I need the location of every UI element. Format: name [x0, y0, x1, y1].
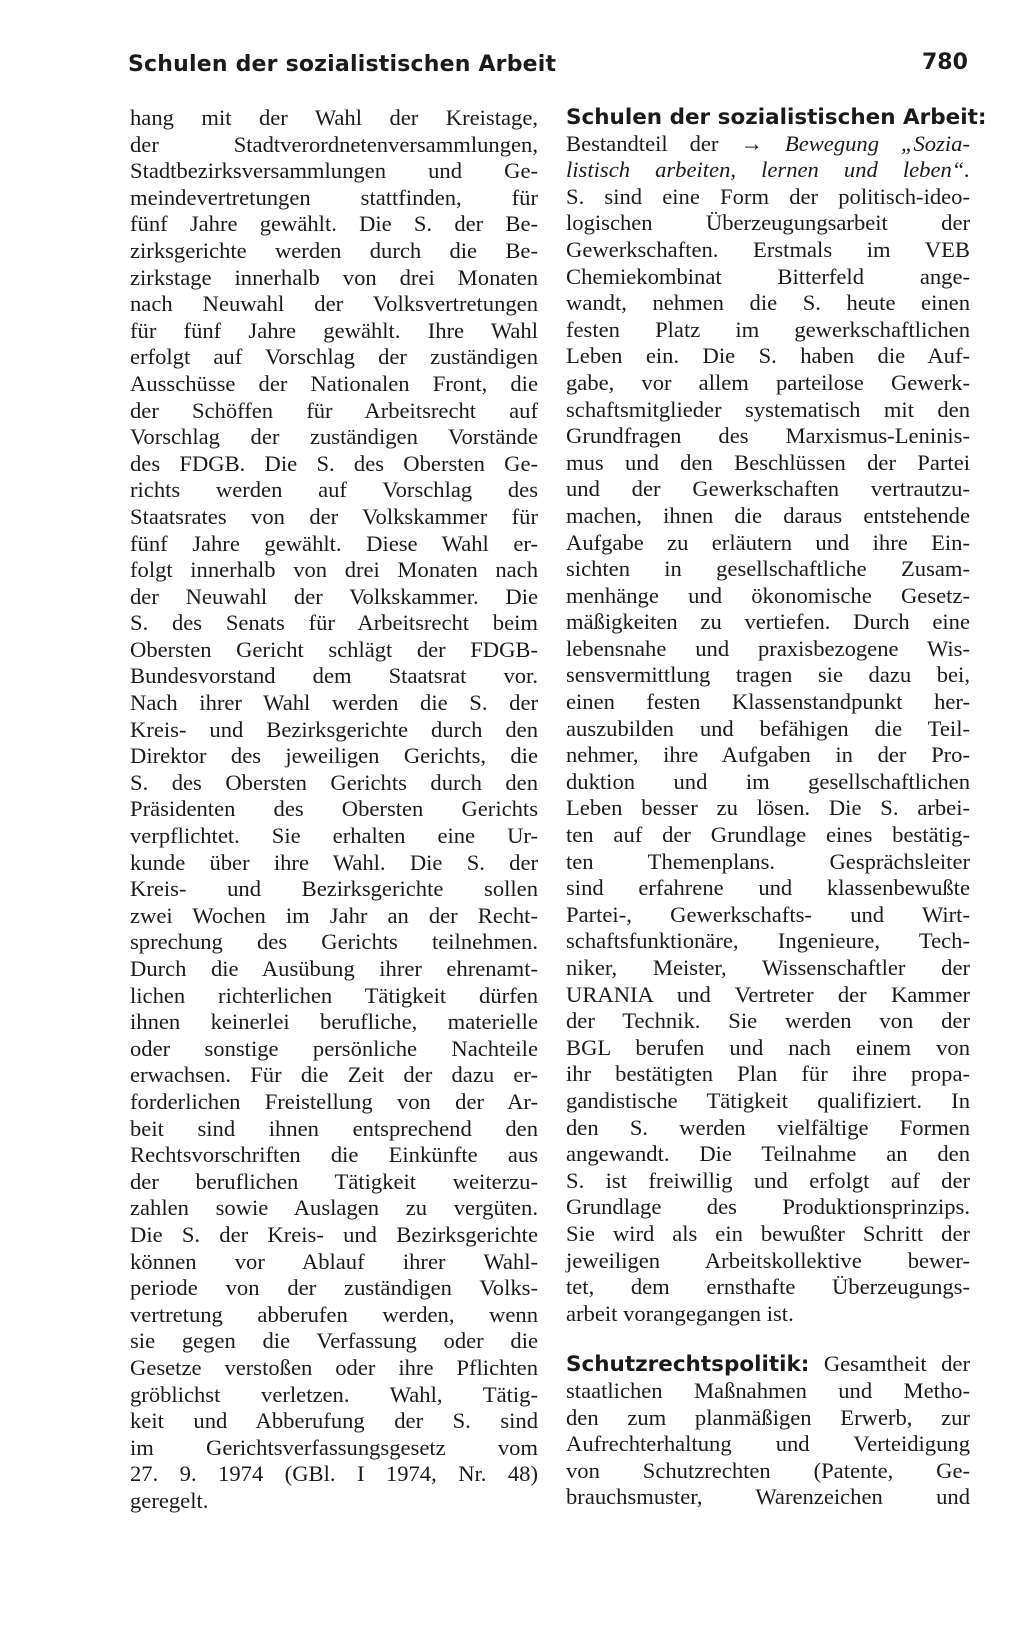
text-line: nehmer, ihre Aufgaben in der Pro- [566, 742, 970, 768]
text-line: nach Neuwahl der Volksvertretungen [130, 291, 538, 317]
text-line: zwei Wochen im Jahr an der Recht- [130, 902, 538, 928]
text-line: der beruflichen Tätigkeit weiterzu- [130, 1168, 538, 1194]
text-line: menhänge und ökonomische Gesetz- [566, 582, 970, 608]
text-line: sprechung des Gerichts teilnehmen. [130, 929, 538, 955]
text-line: Partei-, Gewerkschafts- und Wirt- [566, 901, 970, 927]
text-line: Die S. der Kreis- und Bezirksgerichte [130, 1221, 538, 1247]
text-line: ten Themenplans. Gesprächsleiter [566, 848, 970, 874]
text-line: Obersten Gericht schlägt der FDGB- [130, 636, 538, 662]
text-line: erwachsen. Für die Zeit der dazu er- [130, 1062, 538, 1088]
text-line: S. sind eine Form der politisch-ideo- [566, 183, 970, 209]
text-line: Bundesvorstand dem Staatsrat vor. [130, 663, 538, 689]
text-line: Bestandteil der → Bewegung „Sozia- [566, 130, 970, 156]
text-line: der Neuwahl der Volkskammer. Die [130, 583, 538, 609]
text-line: und der Gewerkschaften vertrautzu- [566, 476, 970, 502]
text-line: geregelt. [130, 1487, 209, 1513]
text-line: hang mit der Wahl der Kreistage, [130, 105, 538, 130]
cross-reference: Bewegung „Sozia- [784, 130, 970, 156]
text-line: sie gegen die Verfassung oder die [130, 1328, 538, 1354]
text-line: zirkstage innerhalb von drei Monaten [130, 264, 538, 290]
text-line: der Technik. Sie werden von der [566, 1008, 970, 1034]
text-line: brauchsmuster, Warenzeichen und [566, 1484, 970, 1510]
text-line: tet, dem ernsthafte Überzeugungs- [566, 1274, 970, 1300]
entry-headword-line [566, 104, 987, 131]
running-head: Schulen der sozialistischen Arbeit [128, 52, 557, 77]
text-line: Schutzrechtspolitik: Gesamtheit der [566, 1351, 970, 1378]
entry-headword: Schutzrechtspolitik: [566, 1352, 810, 1378]
text-line: festen Platz im gewerkschaftlichen [566, 316, 970, 342]
entry-body [566, 1378, 970, 1511]
text-line: der Stadtverordnetenversammlungen, [130, 131, 538, 157]
text-line: Sie wird als ein bewußter Schritt der [566, 1220, 970, 1246]
text-line: sensvermittlung tragen sie dazu bei, [566, 662, 970, 688]
text-line: den S. werden vielfältige Formen [566, 1114, 970, 1140]
page-number: 780 [922, 50, 968, 75]
text-line: Aufrechterhaltung und Verteidigung [566, 1431, 970, 1457]
text-line: mäßigkeiten zu vertiefen. Durch eine [566, 609, 970, 635]
text-line: keit und Abberufung der S. sind [130, 1408, 538, 1434]
text-line: fünf Jahre gewählt. Die S. der Be- [130, 211, 538, 237]
entry-schulen-der-sozialistischen-arbeit [566, 104, 987, 1327]
text-line: ihnen keinerlei berufliche, materielle [130, 1009, 538, 1035]
text-line: angewandt. Die Teilnahme an den [566, 1141, 970, 1167]
text-line: gröblichst verletzen. Wahl, Tätig- [130, 1381, 538, 1407]
text-line: sichten in gesellschaftliche Zusam- [566, 556, 970, 582]
text-line: vertretung abberufen werden, wenn [130, 1301, 538, 1327]
text-line: S. des Senats für Arbeitsrecht beim [130, 610, 538, 636]
text-line: gandistische Tätigkeit qualifiziert. In [566, 1087, 970, 1113]
text-line: ten auf der Grundlage eines bestätig- [566, 822, 970, 848]
text-line: den zum planmäßigen Erwerb, zur [566, 1404, 970, 1430]
text-line: URANIA und Vertreter der Kammer [566, 981, 970, 1007]
text-line: duktion und im gesellschaftlichen [566, 768, 970, 794]
text-line: jeweiligen Arbeitskollektive bewer- [566, 1247, 970, 1273]
text-line: lebensnahe und praxisbezogene Wis- [566, 635, 970, 661]
text-line: Gewerkschaften. Erstmals im VEB [566, 236, 970, 262]
text-line: machen, ihnen die daraus entstehende [566, 502, 970, 528]
text-line: lichen richterlichen Tätigkeit dürfen [130, 982, 538, 1008]
text-line: Leben besser zu lösen. Die S. arbei- [566, 795, 970, 821]
right-column [566, 104, 987, 1511]
text-line: kunde über ihre Wahl. Die S. der [130, 849, 538, 875]
text-line: für fünf Jahre gewählt. Ihre Wahl [130, 317, 538, 343]
text-line: der Schöffen für Arbeitsrecht auf [130, 397, 538, 423]
text-line: zahlen sowie Auslagen zu vergüten. [130, 1195, 538, 1221]
text-line: verpflichtet. Sie erhalten eine Ur- [130, 823, 538, 849]
text-line: BGL berufen und nach einem von [566, 1034, 970, 1060]
text-line: S. des Obersten Gerichts durch den [130, 769, 538, 795]
text-line: schaftsfunktionäre, Ingenieure, Tech- [566, 928, 970, 954]
text-line: können vor Ablauf ihrer Wahl- [130, 1248, 538, 1274]
text-line: Chemiekombinat Bitterfeld ange- [566, 263, 970, 289]
text-line: wandt, nehmen die S. heute einen [566, 290, 970, 316]
text-line: meindevertretungen stattfinden, für [130, 184, 538, 210]
text-line: folgt innerhalb von drei Monaten nach [130, 557, 538, 583]
text-line: Grundlage des Produktionsprinzips. [566, 1194, 970, 1220]
text-line: Stadtbezirksversammlungen und Ge- [130, 158, 538, 184]
text-line: Gesetze verstoßen oder ihre Pflichten [130, 1354, 538, 1380]
text-line: Kreis- und Bezirksgerichte durch den [130, 716, 538, 742]
text-line: schaftsmitglieder systematisch mit den [566, 396, 970, 422]
text-line: Leben ein. Die S. haben die Auf- [566, 343, 970, 369]
text-line: Aufgabe zu erläutern und ihre Ein- [566, 529, 970, 555]
text-line: forderlichen Freistellung von der Ar- [130, 1088, 538, 1114]
text-line: Staatsrates von der Volkskammer für [130, 503, 538, 529]
text-line: richts werden auf Vorschlag des [130, 477, 538, 503]
text-line: arbeit vorangegangen ist. [566, 1300, 794, 1326]
text-line: Durch die Ausübung ihrer ehrenamt- [130, 956, 538, 981]
entry-headword: Schulen der sozialistischen Arbeit: [566, 105, 987, 130]
text-line: periode von der zuständigen Volks- [130, 1275, 538, 1301]
text-line: Grundfragen des Marxismus-Leninis- [566, 423, 970, 449]
text-line: von Schutzrechten (Patente, Ge- [566, 1457, 970, 1483]
text-line: oder sonstige persönliche Nachteile [130, 1035, 538, 1061]
text-line: Kreis- und Bezirksgerichte sollen [130, 876, 538, 902]
text-line: fünf Jahre gewählt. Diese Wahl er- [130, 530, 538, 556]
text-line: sind erfahrene und klassenbewußte [566, 875, 970, 901]
text-line: Präsidenten des Obersten Gerichts [130, 796, 538, 822]
entry-schutzrechtspolitik [566, 1351, 970, 1511]
text-line: S. ist freiwillig und erfolgt auf der [566, 1167, 970, 1193]
text-line: 27. 9. 1974 (GBl. I 1974, Nr. 48) [130, 1461, 538, 1487]
cross-reference-continued: listisch arbeiten, lernen und leben“. [566, 157, 970, 183]
text-line: staatlichen Maßnahmen und Metho- [566, 1377, 970, 1403]
text-line: erfolgt auf Vorschlag der zuständigen [130, 344, 538, 370]
text-line: Rechtsvorschriften die Einkünfte aus [130, 1142, 538, 1168]
text-line: Vorschlag der zuständigen Vorstände [130, 424, 538, 450]
text-line: zirksgerichte werden durch die Be- [130, 237, 538, 263]
text-line: niker, Meister, Wissenschaftler der [566, 955, 970, 980]
text-line: mus und den Beschlüssen der Partei [566, 449, 970, 475]
text-line: Ausschüsse der Nationalen Front, die [130, 370, 538, 396]
text-line: ihr bestätigten Plan für ihre propa- [566, 1061, 970, 1087]
text-line: beit sind ihnen entsprechend den [130, 1115, 538, 1141]
left-column [130, 105, 538, 1514]
text-line: auszubilden und befähigen die Teil- [566, 715, 970, 741]
text-line: einen festen Klassenstandpunkt her- [566, 689, 970, 715]
text-line: Direktor des jeweiligen Gerichts, die [130, 743, 538, 769]
text-line: logischen Überzeugungsarbeit der [566, 210, 970, 236]
text-line: des FDGB. Die S. des Obersten Ge- [130, 450, 538, 476]
text-line: Nach ihrer Wahl werden die S. der [130, 690, 538, 716]
text-line: im Gerichtsverfassungsgesetz vom [130, 1434, 538, 1460]
text-line: gabe, vor allem parteilose Gewerk- [566, 369, 970, 395]
entry-body [566, 184, 970, 1328]
